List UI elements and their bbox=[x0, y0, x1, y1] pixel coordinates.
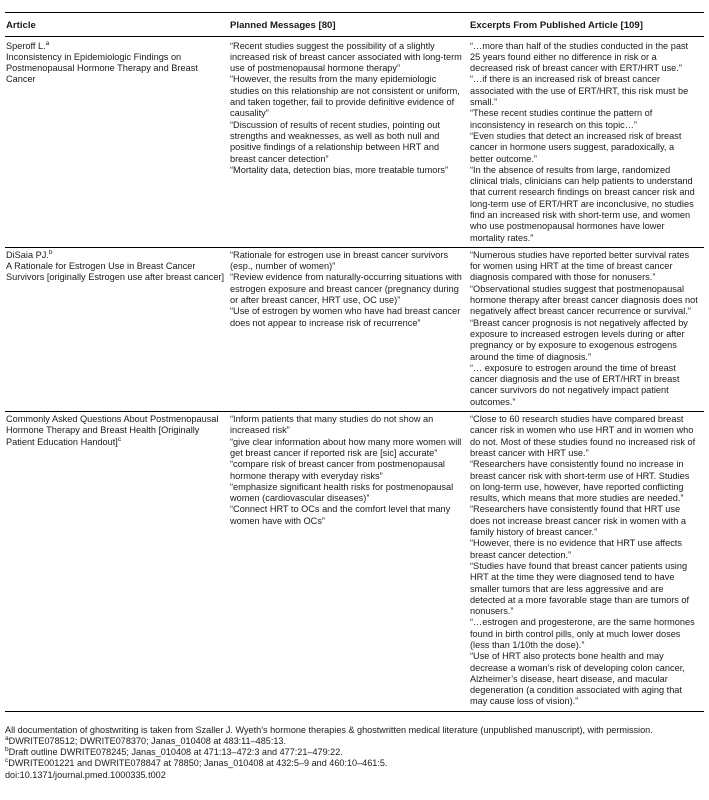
excerpt: “…if there is an increased risk of breast cancer associated with the use of ERT/HRT, this risk must be small.” bbox=[470, 74, 689, 108]
header-article: Article bbox=[6, 20, 36, 31]
excerpt: “Studies have found that breast cancer patients using HRT at the time they were diagnosed tend to have smaller tumors that are less aggressive and are detected at a more favorable stage than are tumors of nonusers.” bbox=[470, 560, 690, 617]
planned-messages-cell bbox=[229, 412, 469, 712]
ghostwriting-table bbox=[5, 12, 704, 712]
planned-messages-cell bbox=[229, 36, 469, 247]
planned-message: “give clear information about how many more women will get breast cancer if reported risk are [sic] accurate” bbox=[230, 436, 462, 458]
excerpts-cell bbox=[469, 36, 704, 247]
planned-message: “Use of estrogen by women who have had breast cancer does not appear to increase risk of recurrence” bbox=[230, 306, 461, 328]
table-row bbox=[5, 36, 704, 247]
planned-message: “Mortality data, detection bias, more treatable tumors” bbox=[230, 164, 449, 175]
excerpt: “…estrogen and progesterone, are the same hormones found in birth control pills, only at much lower doses (less than 1/10th the dose).” bbox=[470, 617, 695, 650]
excerpt: “Researchers have consistently found no increase in breast cancer risk with short-term use of HRT. Studies on long-term use, however, have reported conflicting results, which means that more studies are needed.” bbox=[470, 459, 690, 504]
planned-message: “Recent studies suggest the possibility of a slightly increased risk of breast cancer associated with long-term use of postmenopausal hormone therapy” bbox=[230, 40, 462, 74]
planned-message: “compare risk of breast cancer from postmenopausal hormone therapy with everyday risks” bbox=[230, 459, 445, 481]
excerpt: “Researchers have consistently found that HRT use does not increase breast cancer risk in women with a family history of breast cancer.” bbox=[470, 504, 687, 538]
article-title: Inconsistency in Epidemiologic Findings on Postmenopausal Hormone Therapy and Breast Cancer bbox=[6, 51, 198, 85]
header-planned-messages: Planned Messages [80] bbox=[230, 20, 336, 31]
excerpt: “…more than half of the studies conducted in the past 25 years found either no difference in risk or a decreased risk of breast cancer with ERT/HRT use.” bbox=[470, 40, 689, 74]
article-title: A Rationale for Estrogen Use in Breast Cancer Survivors [originally Estrogen use after breast cancer] bbox=[6, 261, 225, 283]
article-author: Speroff L.$^a$ bbox=[6, 39, 50, 51]
excerpt: “Numerous studies have reported better survival rates for women using HRT at the time of breast cancer diagnosis compared with those for nonusers.” bbox=[470, 249, 690, 283]
excerpt: “Observational studies suggest that postmenopausal hormone therapy after breast cancer diagnosis does not negatively affect breast cancer recurrence or survival.” bbox=[470, 283, 698, 317]
footnote-b: $^b$Draft outline DWRITE078245; Janas_010408 at 471:13–472:3 and 477:21–479:22. bbox=[5, 746, 343, 758]
table-footnotes bbox=[5, 725, 704, 781]
article-cell bbox=[5, 412, 229, 712]
planned-message: “Inform patients that many studies do not show an increased risk” bbox=[230, 414, 434, 436]
doi-link[interactable]: doi:10.1371/journal.pmed.1000335.t002 bbox=[5, 769, 166, 780]
planned-message: “Review evidence from naturally-occurring situations with estrogen exposure and breast cancer (pregnancy during or after breast cancer, HRT use, OC use)” bbox=[230, 272, 462, 306]
excerpts-cell bbox=[469, 412, 704, 712]
header-excerpts: Excerpts From Published Article [109] bbox=[470, 20, 643, 31]
footnote-general: All documentation of ghostwriting is taken from Szaller J. Wyeth’s hormone therapies & ghostwritten medical literature (unpublished manuscript), with permission. bbox=[5, 724, 653, 735]
planned-messages-cell bbox=[229, 247, 469, 411]
excerpt: “However, there is no evidence that HRT use affects breast cancer detection.” bbox=[470, 538, 682, 560]
excerpt: “Use of HRT also protects bone health and may decrease a woman’s risk of developing colon cancer, Alzheimer’s disease, heart disease, and macular degeneration (a condition associated with aging that may cause loss of vision).” bbox=[470, 651, 685, 707]
footnote-c: $^c$DWRITE001221 and DWRITE078847 at 78850; Janas_010408 at 432:5–9 and 460:10–461:5. bbox=[5, 757, 388, 769]
planned-message: “However, the results from the many epidemiologic studies on this relationship are not consistent or uniform, and taken together, fail to provide definitive evidence of causality” bbox=[230, 74, 460, 119]
article-cell bbox=[5, 247, 229, 411]
footnote-mark: a bbox=[45, 39, 50, 47]
footnote-mark: b bbox=[48, 248, 53, 256]
excerpt: “In the absence of results from large, randomized clinical trials, clinicians can help patients to understand that current research findings on breast cancer risk and long-term use of ERT/HRT are inconclusive, no studies find an increased risk with short-term use, and women who use postmenopausal hormones have lower mortality rates.” bbox=[470, 164, 695, 243]
excerpt: “Close to 60 research studies have compared breast cancer risk in women who use HRT and in women who do not. Most of these studies found no increased risk of breast cancer with HRT use.” bbox=[470, 414, 696, 458]
footnote-mark: c bbox=[117, 435, 122, 443]
table-row bbox=[5, 412, 704, 712]
excerpt: “… exposure to estrogen around the time of breast cancer diagnosis and the use of ERT/HRT in breast cancer survivors do not negatively impact patient outcomes.” bbox=[470, 362, 680, 407]
article-author: DiSaia PJ.$^b$ bbox=[6, 248, 53, 260]
article-cell bbox=[5, 36, 229, 247]
excerpts-cell bbox=[469, 247, 704, 411]
planned-message: “Connect HRT to OCs and the comfort level that many women have with OCs” bbox=[230, 504, 451, 526]
excerpt: “These recent studies continue the pattern of inconsistency in research on this topic…” bbox=[470, 108, 653, 130]
planned-message: “emphasize significant health risks for postmenopausal women (cardiovascular diseases)” bbox=[230, 481, 454, 504]
planned-message: “Discussion of results of recent studies, pointing out strengths and weaknesses, as well as both null and positive findings of a relationship between HRT and breast cancer detection” bbox=[230, 119, 440, 164]
footnote-a: $^a$DWRITE078512; DWRITE078370; Janas_010408 at 483:11–485:13. bbox=[5, 734, 286, 746]
table-row bbox=[5, 247, 704, 411]
planned-message: “Rationale for estrogen use in breast cancer survivors (esp., number of women)” bbox=[230, 249, 449, 272]
excerpt: “Even studies that detect an increased risk of breast cancer in hormone users suggest, paradoxically, a better outcome.” bbox=[470, 130, 682, 164]
article-title: Commonly Asked Questions About Postmenopausal Hormone Therapy and Breast Health [Originally Patient Education Handout]$^c$ bbox=[6, 414, 219, 447]
table-header-row bbox=[5, 13, 704, 37]
excerpt: “Breast cancer prognosis is not negatively affected by exposure to increased estrogen levels during or after pregnancy or by exposure to exogenous estrogens around the time of diagnosis.” bbox=[470, 317, 688, 362]
